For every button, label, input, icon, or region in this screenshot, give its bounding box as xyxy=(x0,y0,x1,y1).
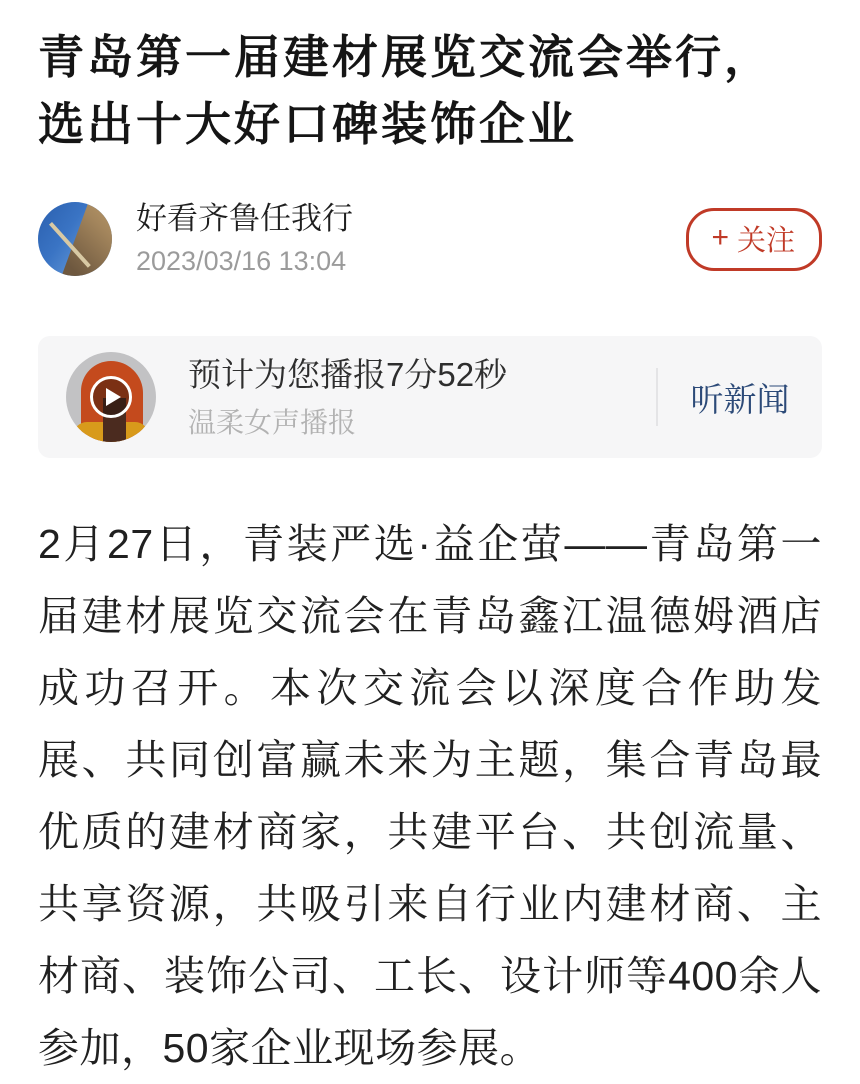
plus-icon: + xyxy=(711,221,729,254)
broadcast-duration-text: 预计为您播报7分52秒 xyxy=(188,355,508,393)
author-meta xyxy=(136,202,353,276)
follow-button[interactable] xyxy=(686,208,822,271)
author-avatar[interactable] xyxy=(38,202,112,276)
article-title-line-1: 青岛第一届建材展览交流会举行， xyxy=(38,31,773,83)
play-icon[interactable] xyxy=(90,376,132,418)
author-name[interactable]: 好看齐鲁任我行 xyxy=(136,201,353,236)
follow-button-label: 关注 xyxy=(736,224,795,257)
listen-news-button[interactable]: 听新闻 xyxy=(658,374,822,421)
voice-style-text: 温柔女声播报 xyxy=(188,406,357,438)
audio-play-button[interactable] xyxy=(66,352,156,442)
article-title xyxy=(38,24,822,158)
audio-text-block xyxy=(188,356,507,439)
author-row xyxy=(38,202,822,276)
listen-news-card xyxy=(38,336,822,458)
article-title-line-2: 选出十大好口碑装饰企业 xyxy=(38,98,577,150)
publish-date: 2023/03/16 13:04 xyxy=(136,246,347,276)
article-paragraph: 2月27日，青装严选·益企萤——青岛第一届建材展览交流会在青岛鑫江温德姆酒店成功召开。本次交流会以深度合作助发展、共同创富赢未来为主题，集合青岛最优质的建材商家，共建平台、共创流量、共享资源，共吸引来自行业内建材商、主材商、装饰公司、工长、设计师等400余人参加，50家企业现场参展。 xyxy=(38,521,822,1071)
